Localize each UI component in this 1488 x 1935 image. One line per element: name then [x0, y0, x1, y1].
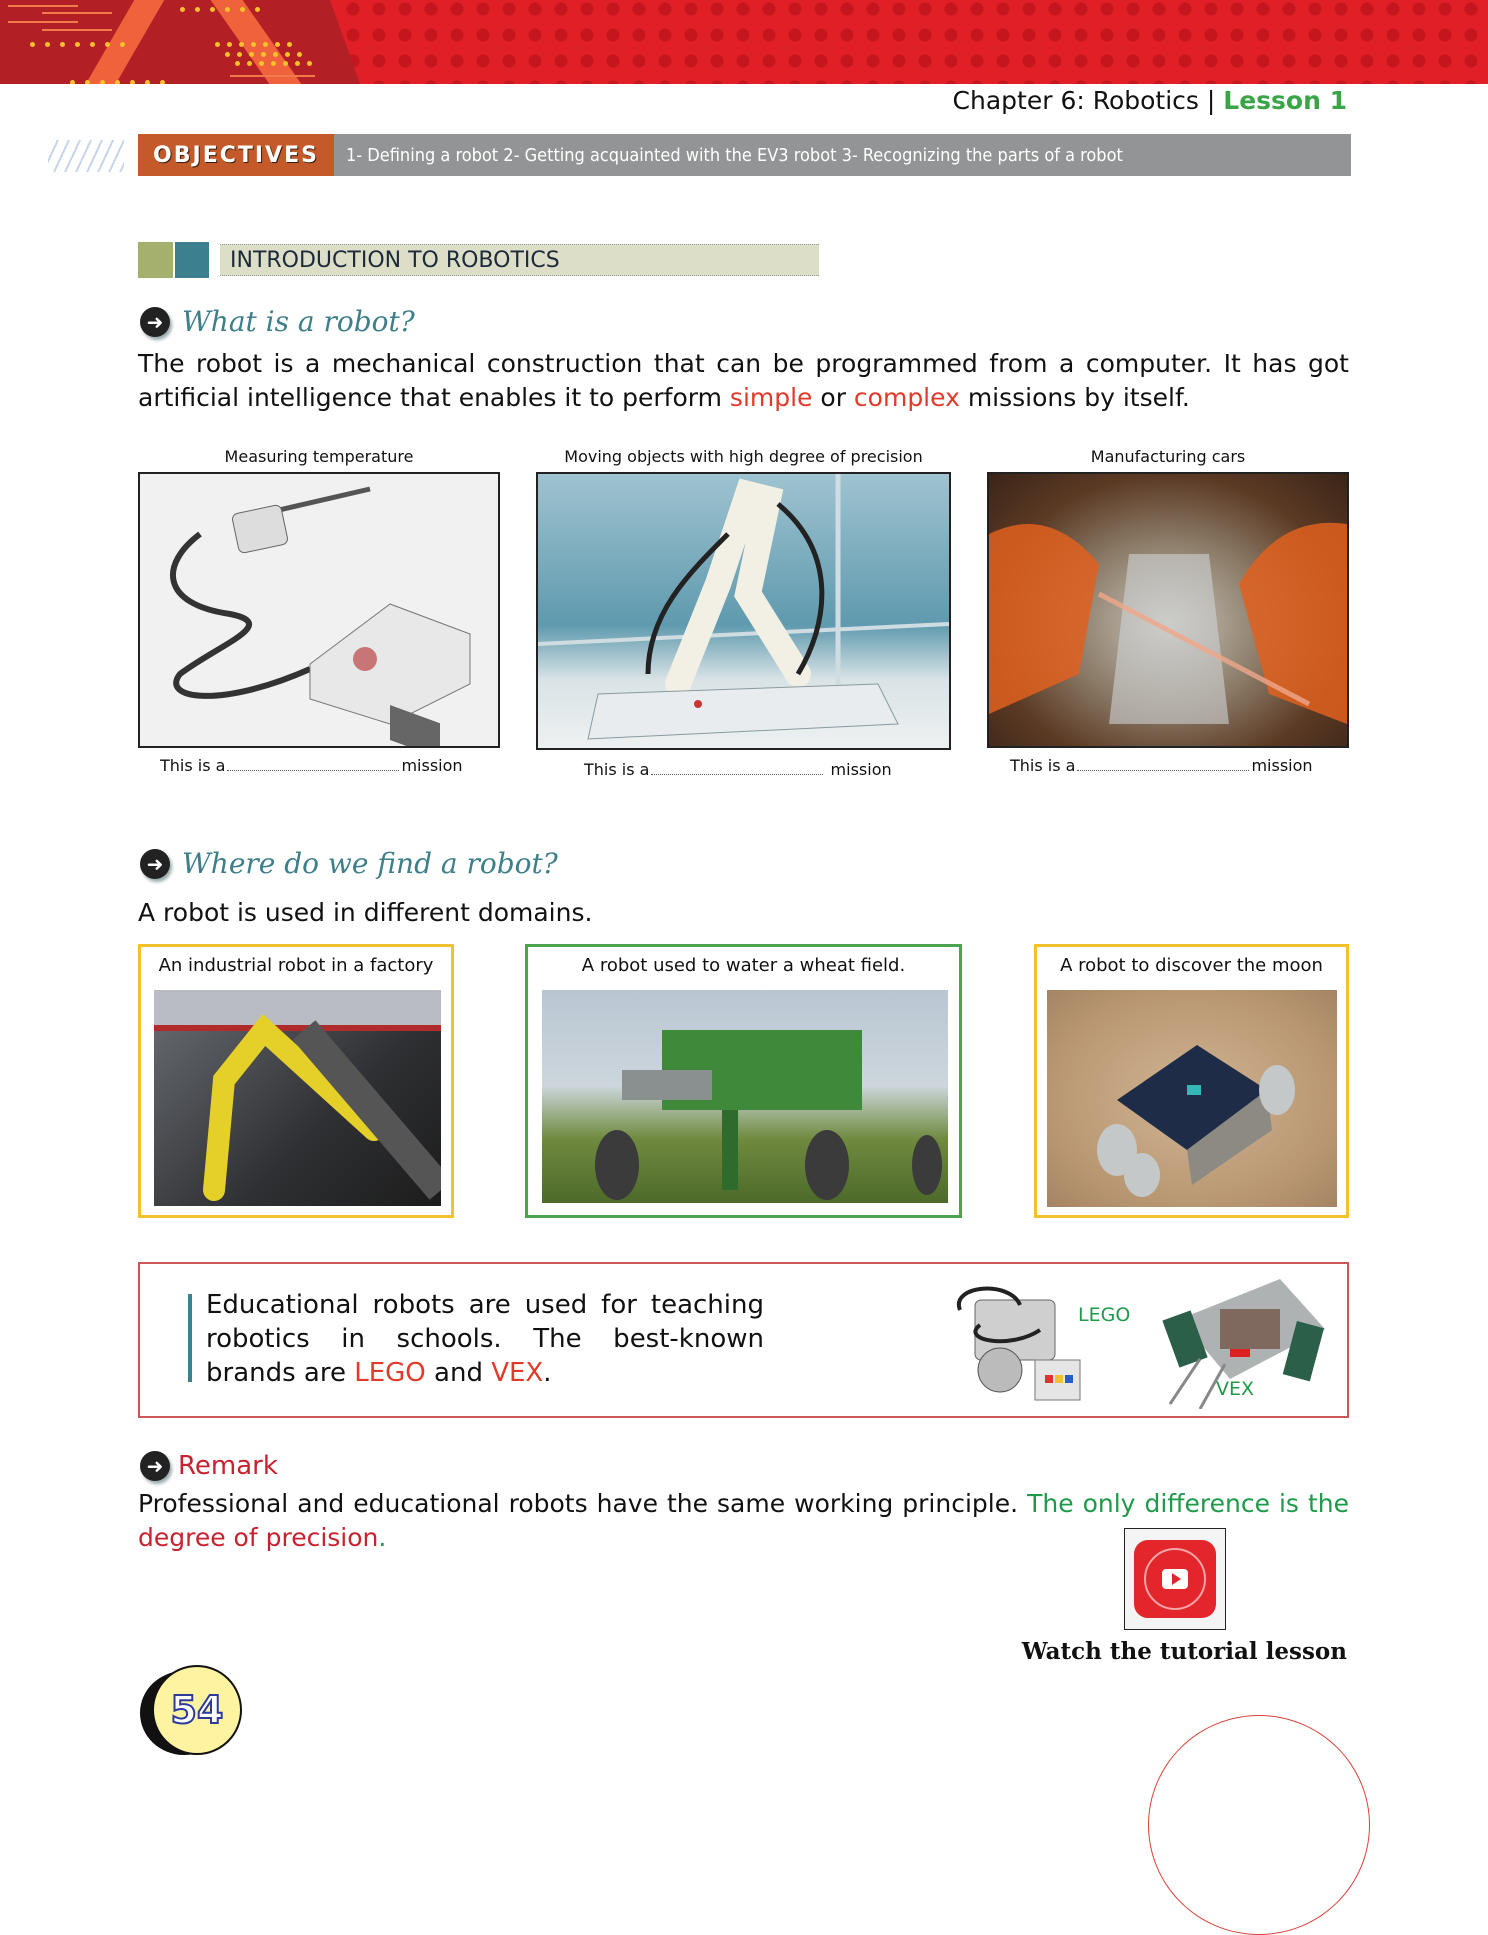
highlight-complex: complex: [853, 383, 960, 412]
highlight-simple: simple: [729, 383, 813, 412]
factory-robot-image: [154, 990, 441, 1206]
blank-prefix: This is a: [1010, 756, 1076, 775]
moon-rover-image: [1047, 990, 1337, 1207]
industrial-robot-arm-image: [536, 472, 951, 750]
robot-definition-paragraph: [138, 347, 1349, 415]
paragraph-text: or: [812, 383, 854, 412]
header-square-green: [138, 242, 173, 278]
tutorial-video-button[interactable]: [1124, 1528, 1226, 1630]
educational-text: [206, 1288, 764, 1390]
lesson-label: Lesson 1: [1223, 86, 1347, 115]
heading-text: What is a robot?: [182, 305, 415, 338]
chapter-label: Chapter 6: Robotics |: [952, 86, 1216, 115]
domains-intro-text: A robot is used in different domains.: [138, 898, 593, 927]
objectives-label: OBJECTIVES: [138, 134, 334, 176]
educational-robots-box: [138, 1262, 1349, 1418]
domain-caption: An industrial robot in a factory: [158, 955, 434, 976]
card-caption: Moving objects with high degree of precision: [564, 447, 923, 466]
blank-answer-line[interactable]: [227, 770, 399, 771]
domain-card-moon: [1034, 944, 1349, 1218]
what-is-robot-heading: [140, 305, 415, 338]
vex-image-label: VEX: [1216, 1378, 1255, 1400]
page-number: 54: [170, 1688, 224, 1732]
arrow-right-icon: ➜: [140, 849, 170, 879]
blank-suffix: mission: [401, 756, 463, 775]
quote-bar: [188, 1294, 192, 1382]
domain-caption: A robot to discover the moon: [1060, 955, 1323, 976]
remark-red-text: degree of precision: [138, 1523, 379, 1552]
ev3-temperature-sensor-image: [138, 472, 500, 748]
objectives-text: 1- Defining a robot 2- Getting acquainted with the EV3 robot 3- Recognizing the parts of a robot: [346, 144, 1123, 166]
blank-suffix: mission: [830, 760, 892, 779]
card-caption: Measuring temperature: [224, 447, 414, 466]
brand-lego-highlight: LEGO: [354, 1358, 426, 1388]
lego-robot-image: [950, 1280, 1110, 1410]
blank-prefix: This is a: [584, 760, 650, 779]
edu-text: .: [543, 1358, 552, 1388]
brand-vex-highlight: VEX: [491, 1358, 544, 1388]
watch-tutorial-link[interactable]: Watch the tutorial lesson: [1021, 1638, 1347, 1665]
decorative-arc: [1148, 1715, 1370, 1935]
banner-dot-pattern: [340, 0, 1488, 84]
arrow-right-icon: ➜: [140, 1451, 170, 1481]
card-caption: Manufacturing cars: [1090, 447, 1246, 466]
fill-in-blank: [584, 760, 892, 779]
youtube-play-icon: [1130, 1534, 1220, 1624]
domain-card-agriculture: [525, 944, 962, 1218]
where-robot-heading: [140, 847, 558, 880]
arrow-right-icon: ➜: [140, 307, 170, 337]
remark-green-text: The only difference is the: [1027, 1489, 1349, 1518]
fill-in-blank: [1010, 756, 1313, 775]
blank-answer-line[interactable]: [651, 774, 823, 775]
fill-in-blank: [160, 756, 463, 775]
remark-heading: [140, 1451, 278, 1481]
paragraph-text: missions by itself.: [959, 383, 1190, 412]
section-title: INTRODUCTION TO ROBOTICS: [220, 244, 819, 276]
section-header-intro: [138, 242, 819, 278]
header-square-teal: [175, 242, 209, 278]
header-banner: [0, 0, 1488, 84]
heading-text: Where do we find a robot?: [182, 847, 558, 880]
remark-title: Remark: [178, 1451, 278, 1481]
objectives-bar: [138, 134, 1351, 176]
lego-image-label: LEGO: [1078, 1304, 1131, 1326]
page-number-badge: [140, 1665, 245, 1757]
domain-caption: A robot used to water a wheat field.: [581, 955, 906, 976]
decorative-slashes: [48, 140, 124, 172]
chapter-lesson-title: [953, 86, 1347, 115]
edu-text: Educational robots are used for teaching robotics in schools. The best-known brands are: [206, 1290, 764, 1388]
banner-circuit-pattern: [0, 0, 360, 84]
domain-card-factory: [138, 944, 454, 1218]
car-assembly-robots-image: [987, 472, 1349, 748]
paragraph-text: The robot is a mechanical construction that can be programmed from a computer. It has got artificial intelligence that enables it to perform: [138, 349, 1349, 412]
remark-text: Professional and educational robots have the same working principle.: [138, 1489, 1028, 1518]
blank-prefix: This is a: [160, 756, 226, 775]
blank-suffix: mission: [1251, 756, 1313, 775]
blank-answer-line[interactable]: [1077, 770, 1249, 771]
edu-text: and: [425, 1358, 492, 1388]
remark-text: .: [378, 1523, 387, 1552]
field-robot-image: [542, 990, 948, 1203]
